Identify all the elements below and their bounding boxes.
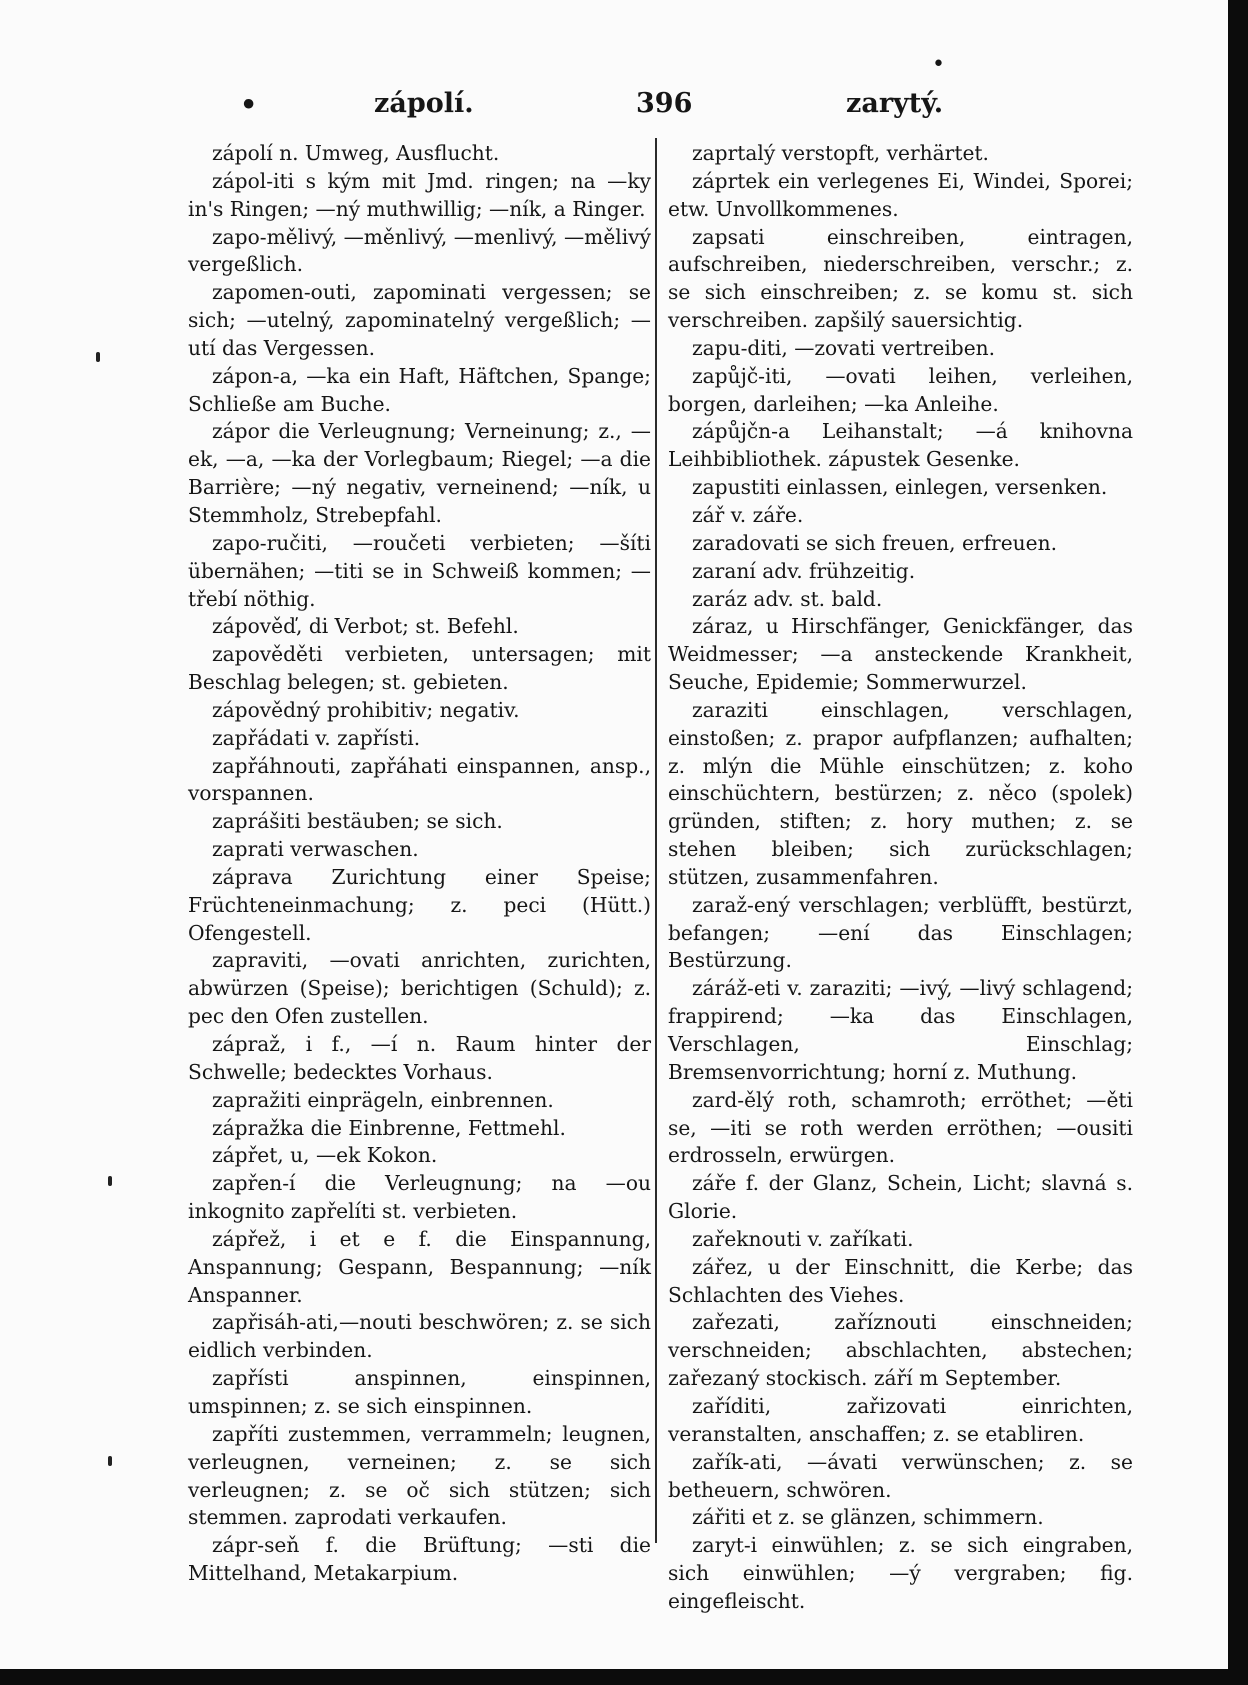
header-bullet: • — [240, 90, 258, 121]
dictionary-entry: zápověď, di Verbot; st. Befehl. — [212, 614, 519, 639]
dictionary-entry: zapřísti anspinnen, einspinnen, umspinnen; z. se sich einspinnen. — [188, 1366, 651, 1418]
right-running-headword: zarytý. — [846, 88, 944, 119]
dictionary-entry: zápon-a, —ka ein Haft, Häftchen, Spange; Schließe am Buche. — [188, 363, 651, 416]
dictionary-entry: zářiti et z. se glänzen, schimmern. — [692, 1505, 1044, 1530]
dictionary-entry: zařeknouti v. zaříkati. — [692, 1226, 914, 1251]
scan-edge-right — [1228, 0, 1248, 1685]
dictionary-entry: zapustiti einlassen, einlegen, versenken. — [692, 475, 1108, 500]
left-running-headword: zápolí. — [374, 88, 474, 119]
dictionary-entry: záprtek ein verlegenes Ei, Windei, Sporei; etw. Unvollkommenes. — [668, 168, 1133, 221]
column-divider — [655, 138, 657, 1543]
dictionary-entry: zapo-mělivý, —měnlivý, —menlivý, —mělivý vergeßlich. — [188, 224, 651, 277]
dictionary-entry: zapřáhnouti, zapřáhati einspannen, ansp., vorspannen. — [188, 753, 651, 806]
dictionary-entry: zapo-ručiti, —roučeti verbieten; —šíti übernähen; —titi se in Schweiß kommen; —třebí nöthig. — [188, 530, 651, 611]
dictionary-entry: zapražiti einprägeln, einbrennen. — [212, 1087, 554, 1112]
dictionary-entry: zář v. záře. — [692, 502, 804, 527]
scan-edge-bottom — [0, 1669, 1248, 1685]
dictionary-entry: zaraziti einschlagen, verschlagen, einstoßen; z. prapor aufpflanzen; aufhalten; z. mlýn die Mühle einschützen; z. koho einschüchtern, bestürzen; z. něco (spolek) gründen, stiften; z. hory muthen; z. se stehen bleiben; sich zurückschlagen; stützen, zusammenfahren. — [668, 697, 1133, 889]
dictionary-entry: zapraviti, —ovati anrichten, zurichten, abwürzen (Speise); berichtigen (Schuld); z. pec den Ofen zustellen. — [188, 948, 651, 1029]
page-header — [240, 88, 960, 138]
dictionary-entry: záráž-eti v. zaraziti; —ivý, —livý schlagend; frappirend; —ka das Einschlagen, Verschlagen, Einschlag; Bremsenvorrichtung; horní z. Muthung. — [668, 976, 1133, 1084]
dictionary-entry: zařík-ati, —ávati verwünschen; z. se betheuern, schwören. — [668, 1449, 1133, 1502]
dictionary-entry: zápol-iti s kým mit Jmd. ringen; na —ky in's Ringen; —ný muthwillig; —ník, a Ringer. — [188, 168, 651, 221]
dictionary-entry: zaprtalý verstopft, verhärtet. — [692, 141, 989, 165]
dictionary-entry: zapříti zustemmen, verrammeln; leugnen, verleugnen, verneinen; z. se sich verleugnen; z. se oč sich stützen; sich stemmen. zaprodati verkaufen. — [188, 1421, 651, 1530]
dictionary-entry: zápraž, i f., —í n. Raum hinter der Schwelle; bedecktes Vorhaus. — [188, 1032, 651, 1084]
dictionary-entry: záprava Zurichtung einer Speise; Früchteneinmachung; z. peci (Hütt.) Ofengestell. — [188, 864, 651, 945]
dictionary-entry: zaraní adv. frühzeitig. — [692, 558, 916, 583]
dictionary-entry: zaprati verwaschen. — [212, 837, 419, 862]
right-column — [668, 140, 1133, 1613]
dictionary-entry: zaryt-i einwühlen; z. se sich eingraben, sich einwühlen; —ý vergraben; fig. eingefleischt. — [668, 1533, 1133, 1613]
dictionary-entry: zápor die Verleugnung; Verneinung; z., —ek, —a, —ka der Vorlegbaum; Riegel; —a die Barrière; —ný negativ, verneinend; —ník, u Stemmholz, Strebepfahl. — [188, 419, 651, 527]
dictionary-entry: záře f. der Glanz, Schein, Licht; slavná s. Glorie. — [668, 1171, 1133, 1224]
dictionary-entry: zapomen-outi, zapominati vergessen; se sich; —utelný, zapominatelný vergeßlich; —utí das Vergessen. — [188, 280, 651, 360]
dictionary-entry: zápovědný prohibitiv; negativ. — [212, 697, 520, 722]
dictionary-entry: zápražka die Einbrenne, Fettmehl. — [212, 1115, 566, 1140]
dictionary-entry: zapřen-í die Verleugnung; na —ou inkognito zapřelíti st. verbieten. — [188, 1171, 651, 1224]
dictionary-entry: zapu-diti, —zovati vertreiben. — [692, 335, 996, 360]
margin-speck — [96, 352, 100, 362]
dictionary-entry: zapůjč-iti, —ovati leihen, verleihen, borgen, darleihen; —ka Anleihe. — [668, 363, 1133, 416]
dictionary-entry: záraz, u Hirschfänger, Genickfänger, das Weidmesser; —a ansteckende Krankheit, Seuche, Epidemie; Sommerwurzel. — [668, 614, 1133, 695]
dictionary-entry: zápr-seň f. die Brüftung; —sti die Mittelhand, Metakarpium. — [188, 1533, 651, 1586]
dictionary-entry: zapřádati v. zapřísti. — [212, 725, 421, 750]
dictionary-entry: zářez, u der Einschnitt, die Kerbe; das Schlachten des Viehes. — [668, 1254, 1133, 1307]
dictionary-entry: zapověděti verbieten, untersagen; mit Beschlag belegen; st. gebieten. — [188, 642, 651, 695]
top-margin-mark: • — [932, 52, 945, 77]
dictionary-entry: zaprášiti bestäuben; se sich. — [212, 809, 503, 834]
dictionary-entry: zaráz adv. st. bald. — [692, 586, 883, 611]
left-column — [188, 140, 651, 1586]
dictionary-entry: zápolí n. Umweg, Ausflucht. — [212, 141, 500, 165]
dictionary-entry: zaradovati se sich freuen, erfreuen. — [692, 530, 1058, 555]
dictionary-entry: zapsati einschreiben, eintragen, aufschreiben, niederschreiben, verschr.; z. se sich einschreiben; z. se komu st. sich verschreiben. zapšilý sauersichtig. — [668, 224, 1133, 333]
margin-speck — [108, 1176, 112, 1186]
dictionary-entry: zaraž-ený verschlagen; verblüfft, bestürzt, befangen; —ení das Einschlagen; Bestürzung. — [668, 892, 1133, 973]
dictionary-entry: zard-ělý roth, schamroth; erröthet; —ěti se, —iti se roth werden erröthen; —ousiti erdrosseln, erwürgen. — [668, 1087, 1133, 1168]
page-number: 396 — [636, 88, 693, 119]
dictionary-entry: zápřež, i et e f. die Einspannung, Anspannung; Gespann, Bespannung; —ník Anspanner. — [188, 1226, 651, 1307]
dictionary-entry: zápůjčn-a Leihanstalt; —á knihovna Leihbibliothek. zápustek Gesenke. — [668, 419, 1133, 472]
dictionary-entry: zařezati, zaříznouti einschneiden; verschneiden; abschlachten, abstechen; zařezaný stockisch. září m September. — [668, 1310, 1133, 1391]
margin-speck — [108, 1456, 112, 1466]
dictionary-entry: zápřet, u, —ek Kokon. — [212, 1143, 438, 1168]
dictionary-entry: zaříditi, zařizovati einrichten, veranstalten, anschaffen; z. se etabliren. — [668, 1393, 1133, 1446]
dictionary-entry: zapřisáh-ati,—nouti beschwören; z. se sich eidlich verbinden. — [188, 1310, 651, 1363]
